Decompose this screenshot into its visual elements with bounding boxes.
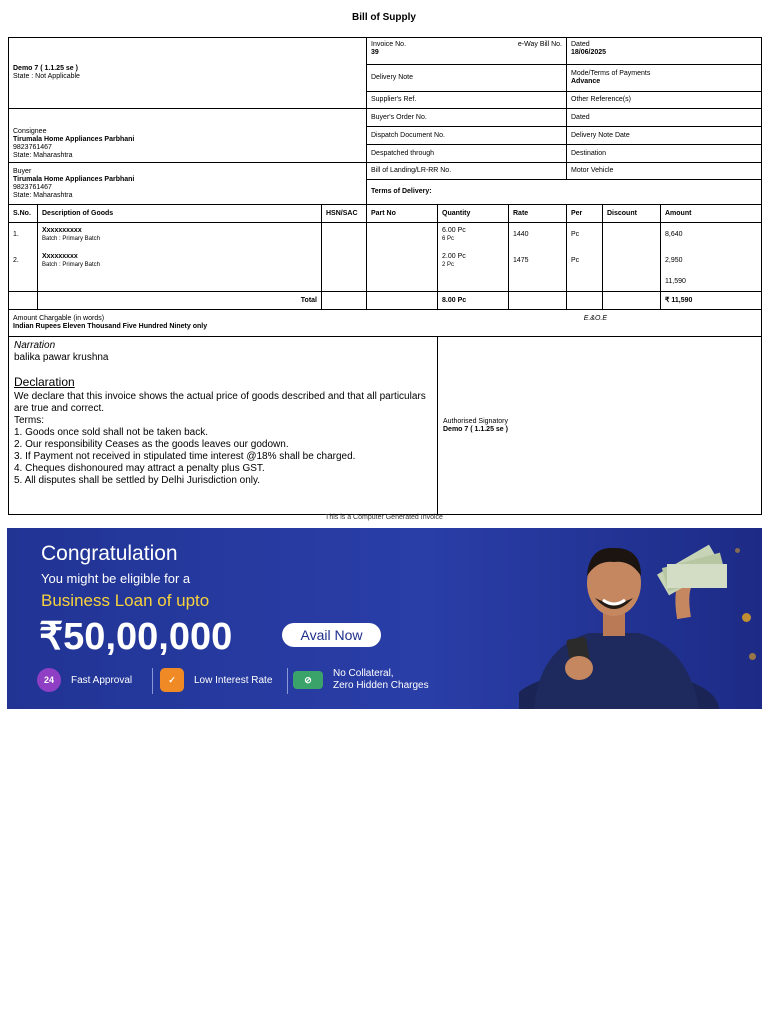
item-qty-sub: 6 Pc [442,236,455,242]
narration-declaration-cell [9,337,438,515]
term-line: 4. Cheques dishonoured may attract a penalty plus GST. [14,463,265,474]
dispatch-doc-cell [367,127,567,145]
amount-words-label: Amount Chargable (in words) [13,315,105,322]
dispatched-through-cell [367,145,567,163]
signatory-label: Authorised Signatory [443,417,508,425]
feature-divider [287,668,288,694]
feature-no-collateral [293,668,429,692]
consignee-state: State: Maharashtra [13,152,73,159]
consignee-label: Consignee [13,128,47,135]
item-amount: 2,950 [665,257,683,264]
item-sno: 2. [13,257,19,264]
dispatch-doc-label: Dispatch Document No. [371,131,445,139]
decor-dot [742,613,751,622]
term-line: 2. Our responsibility Ceases as the goods leaves our godown. [14,439,289,450]
col-rate: Rate [509,205,567,223]
item-name: Xxxxxxxxx [42,253,78,260]
no-collateral-icon: ⊘ [293,671,323,689]
buyer-block [9,163,367,205]
motor-vehicle-label: Motor Vehicle [571,167,614,174]
item-qty: 2.00 Pc [442,253,466,260]
banner-loan: Business Loan of upto [41,591,210,610]
signatory-name: Demo 7 ( 1.1.25 se ) [443,425,508,433]
dated-value: 18/06/2025 [571,49,607,56]
feature-divider [152,668,153,694]
destination-label: Destination [571,149,607,157]
items-body [9,223,762,292]
total-empty [603,292,661,310]
destination-cell [567,145,762,163]
declaration-text: We declare that this invoice shows the actual price of goods described and that all particulars are true and correct. [14,391,426,414]
item-per: Pc [571,231,580,238]
mode-cell [567,65,762,92]
rate-cell [509,223,567,292]
amount-cell [661,223,762,292]
buyer-order-label: Buyer's Order No. [371,113,427,121]
hsn-cell [322,223,367,292]
buyer-order-cell [367,109,567,127]
col-part: Part No [367,205,438,223]
item-sno: 1. [13,231,19,238]
item-batch: Batch : Primary Batch [42,236,101,242]
banner-amount: ₹50,00,000 [39,616,233,658]
total-empty [509,292,567,310]
feature-label: No Collateral, [333,668,394,679]
feature-low-interest [160,668,272,692]
sno-cell [9,223,38,292]
term-line: 5. All disputes shall be settled by Delhi Jurisdiction only. [14,475,261,486]
amount-words-value: Indian Rupees Eleven Thousand Five Hundred Ninety only [13,323,208,330]
total-label: Total [38,292,322,310]
other-ref-cell [567,92,762,109]
shield-check-icon: ✓ [160,668,184,692]
eway-label: e-Way Bill No. [517,41,562,48]
invoice-no: 39 [371,49,379,56]
buyer-label: Buyer [13,167,32,175]
total-amount: ₹ 11,590 [661,292,762,310]
item-name: Xxxxxxxxxx [42,227,82,234]
buyer-state: State: Maharashtra [13,191,73,199]
delivery-note-date-cell [567,127,762,145]
col-qty: Quantity [438,205,509,223]
terms-delivery-cell [367,180,762,205]
item-rate: 1440 [513,231,529,238]
banner-congrats: Congratulation [41,542,178,565]
item-batch: Batch : Primary Batch [42,262,101,268]
delivery-note-cell [367,65,567,92]
item-qty: 6.00 Pc [442,227,466,234]
narration-text: balika pawar krushna [14,352,109,363]
items-header-row [9,205,762,223]
item-per: Pc [571,257,580,264]
mode-label: Mode/Terms of Payments [571,70,651,77]
amount-words-cell [9,310,762,337]
other-ref-label: Other Reference(s) [571,96,631,103]
avail-now-button[interactable]: Avail Now [282,623,381,647]
total-empty [322,292,367,310]
per-cell [567,223,603,292]
delivery-note-date-label: Delivery Note Date [571,131,630,139]
supplier-ref-label: Supplier's Ref. [371,96,417,103]
bill-of-lading-label: Bill of Landing/LR-RR No. [371,167,452,174]
invoice-table [8,37,762,515]
dispatched-through-label: Despatched through [371,149,435,157]
total-row [9,292,762,310]
feature-label: Low Interest Rate [194,674,273,686]
declaration-heading: Declaration [14,375,75,389]
discount-cell [603,223,661,292]
feature-fast-approval [37,668,132,692]
item-qty-sub: 2 Pc [442,262,455,268]
narration-label: Narration [14,340,56,351]
supplier-ref-cell [367,92,567,109]
24-hours-icon: 24 [37,668,61,692]
bill-of-lading-cell [367,163,567,180]
dated-cell [567,38,762,65]
feature-label-2: Zero Hidden Charges [333,680,429,691]
consignee-block [9,109,367,163]
total-empty [9,292,38,310]
seller-name: Demo 7 ( 1.1.25 se ) [13,65,78,72]
col-amount: Amount [661,205,762,223]
col-sno: S.No. [9,205,38,223]
dated2-cell [567,109,762,127]
person-body [534,633,699,709]
col-desc: Description of Goods [38,205,322,223]
computer-generated-note: This is a Computer Generated Invoice [325,514,443,521]
invoice-no-label: Invoice No. [371,41,407,48]
delivery-note-label: Delivery Note [371,74,414,81]
dated-label: Dated [571,41,590,48]
dated2-label: Dated [571,113,590,121]
item-amount: 8,640 [665,231,683,238]
col-hsn: HSN/SAC [322,205,367,223]
signatory-cell [438,337,762,515]
feature-label: Fast Approval [71,674,133,686]
person-hand [565,656,593,680]
consignee-phone: 9823761467 [13,144,52,151]
eoe-label: E.&O.E [583,315,608,322]
total-qty: 8.00 Pc [438,292,509,310]
mode-value: Advance [571,78,601,85]
invoice-no-cell [367,38,567,65]
document-title: Bill of Supply [352,12,416,23]
seller-block [9,38,367,109]
total-empty [567,292,603,310]
subtotal: 11,590 [665,278,686,285]
decor-dot [749,653,756,660]
seller-state: State : Not Applicable [13,73,80,80]
cash-fan-icon [657,545,727,596]
buyer-name: Tirumala Home Appliances Parbhani [13,175,135,183]
part-cell [367,223,438,292]
col-per: Per [567,205,603,223]
item-rate: 1475 [513,257,529,264]
total-empty [367,292,438,310]
terms-delivery-label: Terms of Delivery: [371,188,432,195]
consignee-name: Tirumala Home Appliances Parbhani [13,136,135,143]
term-line: 1. Goods once sold shall not be taken back. [14,427,209,438]
man-holding-cash-image [519,538,739,709]
motor-vehicle-cell [567,163,762,180]
buyer-phone: 9823761467 [13,183,52,191]
terms-label: Terms: [14,415,44,426]
loan-banner[interactable] [7,528,762,709]
term-line: 3. If Payment not received in stipulated time interest @18% shall be charged. [14,451,356,462]
banner-eligible: You might be eligible for a [41,571,191,586]
qty-cell [438,223,509,292]
desc-cell [38,223,322,292]
col-discount: Discount [603,205,661,223]
